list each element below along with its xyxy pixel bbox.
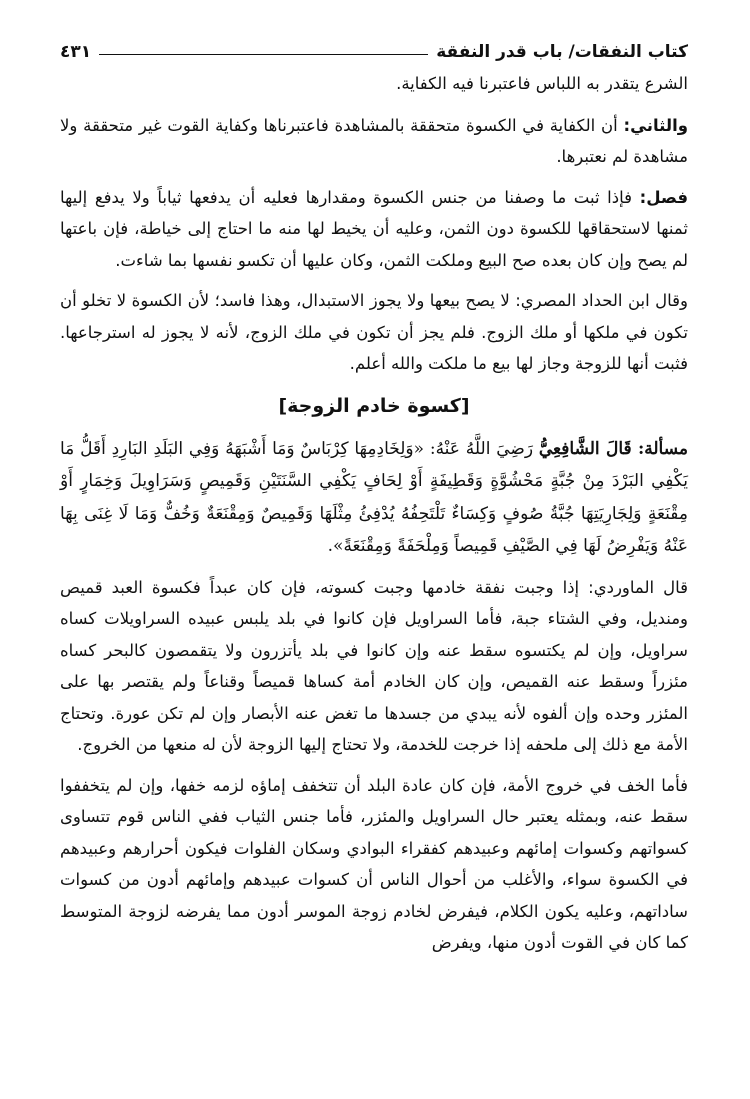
paragraph-khuff: [60, 770, 688, 959]
paragraph-text: فأما الخف في خروج الأمة، فإن كان عادة البلد أن تتخفف إماؤه لزمه خفها، وإن لم يتخففوا سقط عنه، وبمثله يعتبر حال السراويل والمئزر، فأما جنس الثياب ففي الناس قوم تتساوى كسواتهم وكسوات إمائهم وعبيدهم كفقراء البوادي وسكان الفلوات فيكون أحرارهم وعبيدهم في الكسوة سواء، والأغلب من أحوال الناس أن كسوات عبيدهم وإمائهم أدون من كسوات ساداتهم، وعليه يكون الكلام، فيفرض لخادم زوجة الموسر أدون مما يفرضه لزوجة المتوسط كما كان في القوت أدون منها، ويفرض: [60, 775, 688, 952]
paragraph-continuation: [60, 68, 688, 100]
masala-lead: مسألة: قَالَ الشَّافِعِيُّ: [538, 438, 688, 459]
paragraph-lead: فصل:: [639, 187, 688, 207]
masala-quote: رَضِيَ اللَّهُ عَنْهُ: «وَلِخَادِمِهَا كِرْبَاسٌ وَمَا أَشْبَهَهُ وَفِي البَلَدِ البَارِدِ أَقَلُّ مَا يَكْفِي البَرْدَ مِنْ جُبَّةٍ مَحْشُوَّةٍ وَقَطِيفَةٍ أَوْ لِحَافٍ يَكْفِي السَّنَتَيْنِ وَقَمِيصٍ وَسَرَاوِيلَ وَخِمَارٍ أَوْ مِقْنَعَةٍ وَلِجَارِيَتِهَا جُبَّةُ صُوفٍ وَكِسَاءٌ تَلْتَحِفُهُ يُدْفِئُ مِثْلَهَا وَقَمِيصٌ وَمِقْنَعَةٌ وَخُفٌّ وَمَا لَا غِنَى بِهَا عَنْهُ وَيَفْرِضُ لَهَا فِي الصَّيْفِ قَمِيصاً وَمِلْحَفَةً وَمِقْنَعَةً».: [60, 438, 688, 556]
paragraph-text: قال الماوردي: إذا وجبت نفقة خادمها وجبت كسوته، فإن كان عبداً فكسوة العبد قميص ومنديل، وفي الشتاء جبة، فأما السراويل فإن كانوا في بلد يلبس عبيده السراويلات كساه سراويل، وإن لم يكتسوه سقط عنه وإن كانوا في بلد يأتزرون ولا يتقمصون كالبحر كساه مئزراً وسقط عنه القميص، وإن كان الخادم أمة كساها قميصاً وقناعاً ولم يقتصر بها على المئزر وحده وإن ألفوه لأنه يبدي من جسدها ما تغض عنه الأبصار وإن لم تكن عورة. وتحتاج الأمة مع ذلك إلى ملحفه إذا خرجت للخدمة، ولا تحتاج إليها الزوجة لأن له منعها من الخروج.: [60, 577, 688, 754]
paragraph-fasl: [60, 182, 688, 277]
paragraph-text: أن الكفاية في الكسوة متحققة بالمشاهدة فاعتبرناها وكفاية القوت غير متحققة ولا مشاهدة لم نعتبرها.: [60, 115, 688, 166]
header-rule: [99, 54, 428, 55]
paragraph-masala: [60, 433, 688, 563]
paragraph-text: وقال ابن الحداد المصري: لا يصح بيعها ولا يجوز الاستبدال، وهذا فاسد؛ لأن الكسوة لا تخلو أن تكون في ملكها أو ملك الزوج. فلم يجز أن تكون في ملك الزوج، لأنه لا يجوز له استرجاعها. فثبت أنها للزوجة وجاز لها بيع ما ملكت والله أعلم.: [60, 291, 688, 373]
header-title: كتاب النفقات/ باب قدر النفقة: [436, 42, 688, 62]
paragraph-text: الشرع يتقدر به اللباس فاعتبرنا فيه الكفاية.: [396, 74, 688, 93]
paragraph-ibn-haddad: [60, 285, 688, 380]
section-heading: [كسوة خادم الزوجة]: [278, 394, 470, 417]
paragraph-second-reason: [60, 110, 688, 173]
running-header: [60, 40, 688, 64]
paragraph-mawardi: [60, 572, 688, 761]
page-number: ٤٣١: [60, 42, 92, 62]
paragraph-lead: والثاني:: [623, 115, 688, 135]
paragraph-text: فإذا ثبت ما وصفنا من جنس الكسوة ومقدارها فعليه أن يدفعها ثياباً ولا يدفع إليها ثمنها لاستحقاقها للكسوة دون الثمن، وعليه أن يخيط لها منه ما احتاج إلى خياطة، فإن باعتها لم يصح وإن كان بعده صح البيع وملكت الثمن، وكان عليها أن تكسو نفسها بما شاءت.: [60, 187, 688, 270]
